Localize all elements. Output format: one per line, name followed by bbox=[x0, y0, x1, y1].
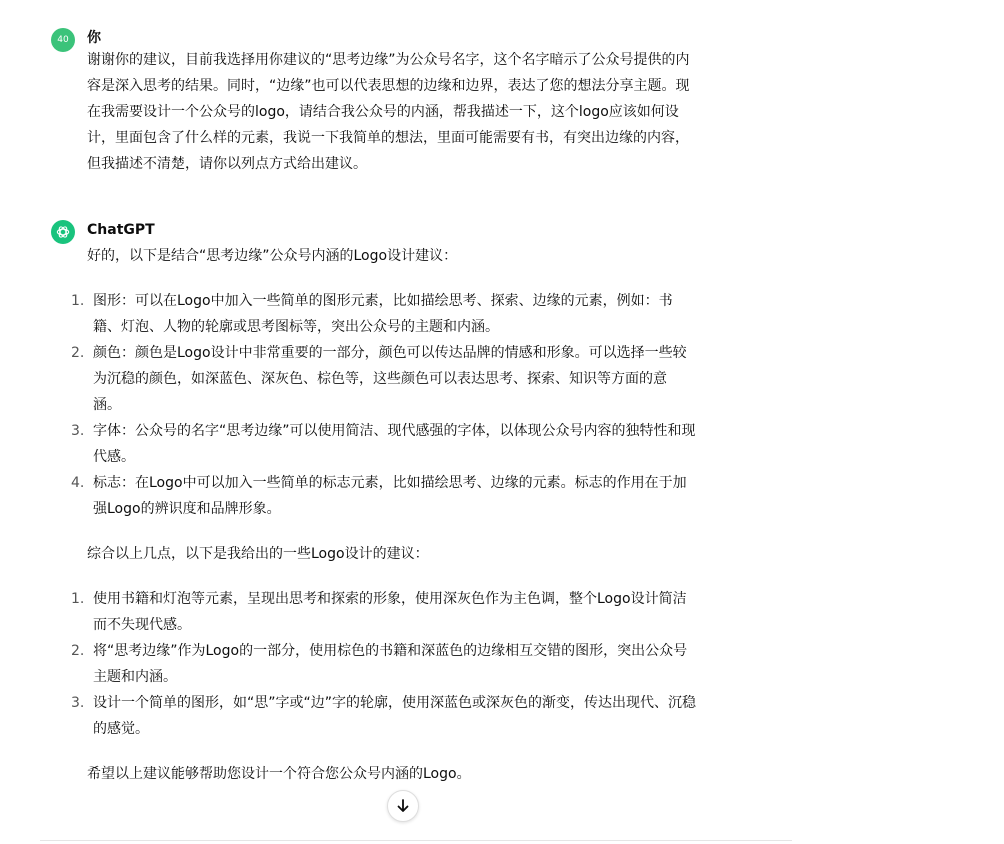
list-item bbox=[71, 340, 696, 418]
intro-text: 好的，以下是结合“思考边缘”公众号内涵的Logo设计建议： bbox=[87, 248, 458, 264]
text-line: 将“思考边缘”作为Logo的一部分，使用棕色的书籍和深蓝色的边缘相互交错的图形，突出公众号 bbox=[93, 643, 688, 659]
text-line: 颜色：颜色是Logo设计中非常重要的一部分，颜色可以传达品牌的情感和形象。可以选择一些较 bbox=[93, 345, 687, 361]
list-number: 3. bbox=[71, 695, 85, 711]
user-avatar bbox=[51, 28, 75, 52]
text-line: 为沉稳的颜色，如深蓝色、深灰色、棕色等，这些颜色可以表达思考、探索、知识等方面的意 bbox=[93, 371, 667, 387]
text-line: 使用书籍和灯泡等元素，呈现出思考和探索的形象，使用深灰色作为主色调，整个Logo设计简洁 bbox=[93, 591, 687, 607]
list-item bbox=[71, 418, 696, 470]
design-list bbox=[71, 586, 697, 742]
list-number: 1. bbox=[71, 591, 85, 607]
scroll-to-bottom-button[interactable] bbox=[387, 790, 419, 822]
text-line: 而不失现代感。 bbox=[93, 617, 191, 633]
text-line: 字体：公众号的名字“思考边缘”可以使用简洁、现代感强的字体，以体现公众号内容的独特性和现 bbox=[93, 423, 696, 439]
list-number: 2. bbox=[71, 643, 85, 659]
text-line: 设计一个简单的图形，如“思”字或“边”字的轮廓，使用深蓝色或深灰色的渐变，传达出现代、沉稳 bbox=[93, 695, 697, 711]
composer-top-border bbox=[40, 840, 792, 841]
user-author-name: 你 bbox=[87, 30, 101, 46]
list-item bbox=[71, 288, 696, 340]
summary-text: 综合以上几点，以下是我给出的一些Logo设计的建议： bbox=[87, 546, 429, 562]
text-line: 代感。 bbox=[93, 449, 135, 465]
list-number: 4. bbox=[71, 475, 85, 491]
list-number: 3. bbox=[71, 423, 85, 439]
assistant-message-text bbox=[71, 243, 697, 787]
list-item bbox=[71, 690, 697, 742]
text-line: 图形：可以在Logo中加入一些简单的图形元素，比如描绘思考、探索、边缘的元素，例如：书 bbox=[93, 293, 673, 309]
text-line: 容是深入思考的结果。同时，“边缘”也可以代表思想的边缘和边界，表达了您的想法分享主题。现 bbox=[87, 78, 690, 94]
arrow-down-icon bbox=[395, 798, 411, 814]
list-item bbox=[71, 638, 696, 690]
user-avatar-text: 40 bbox=[57, 35, 69, 45]
text-line: 涵。 bbox=[93, 397, 121, 413]
text-line: 主题和内涵。 bbox=[93, 669, 177, 685]
list-item bbox=[71, 470, 696, 522]
list-number: 2. bbox=[71, 345, 85, 361]
list-number: 1. bbox=[71, 293, 85, 309]
openai-logo-icon bbox=[55, 224, 71, 240]
user-message-text bbox=[87, 47, 690, 177]
text-line: 标志：在Logo中可以加入一些简单的标志元素，比如描绘思考、边缘的元素。标志的作用在于加 bbox=[93, 475, 687, 491]
text-line: 但我描述不清楚，请你以列点方式给出建议。 bbox=[87, 156, 367, 172]
text-line: 强Logo的辨识度和品牌形象。 bbox=[93, 501, 281, 517]
suggestion-list bbox=[71, 288, 696, 522]
text-line: 籍、灯泡、人物的轮廓或思考图标等，突出公众号的主题和内涵。 bbox=[93, 319, 499, 335]
assistant-author-name: ChatGPT bbox=[87, 222, 155, 238]
text-line: 谢谢你的建议，目前我选择用你建议的“思考边缘”为公众号名字，这个名字暗示了公众号提供的内 bbox=[87, 52, 690, 68]
closing-text: 希望以上建议能够帮助您设计一个符合您公众号内涵的Logo。 bbox=[87, 766, 471, 782]
chatgpt-avatar bbox=[51, 220, 75, 244]
text-line: 计，里面包含了什么样的元素，我说一下我简单的想法，里面可能需要有书，有突出边缘的内容， bbox=[87, 130, 689, 146]
list-item bbox=[71, 586, 696, 638]
text-line: 在我需要设计一个公众号的logo，请结合我公众号的内涵，帮我描述一下，这个logo应该如何设 bbox=[87, 104, 679, 120]
text-line: 的感觉。 bbox=[93, 721, 149, 737]
